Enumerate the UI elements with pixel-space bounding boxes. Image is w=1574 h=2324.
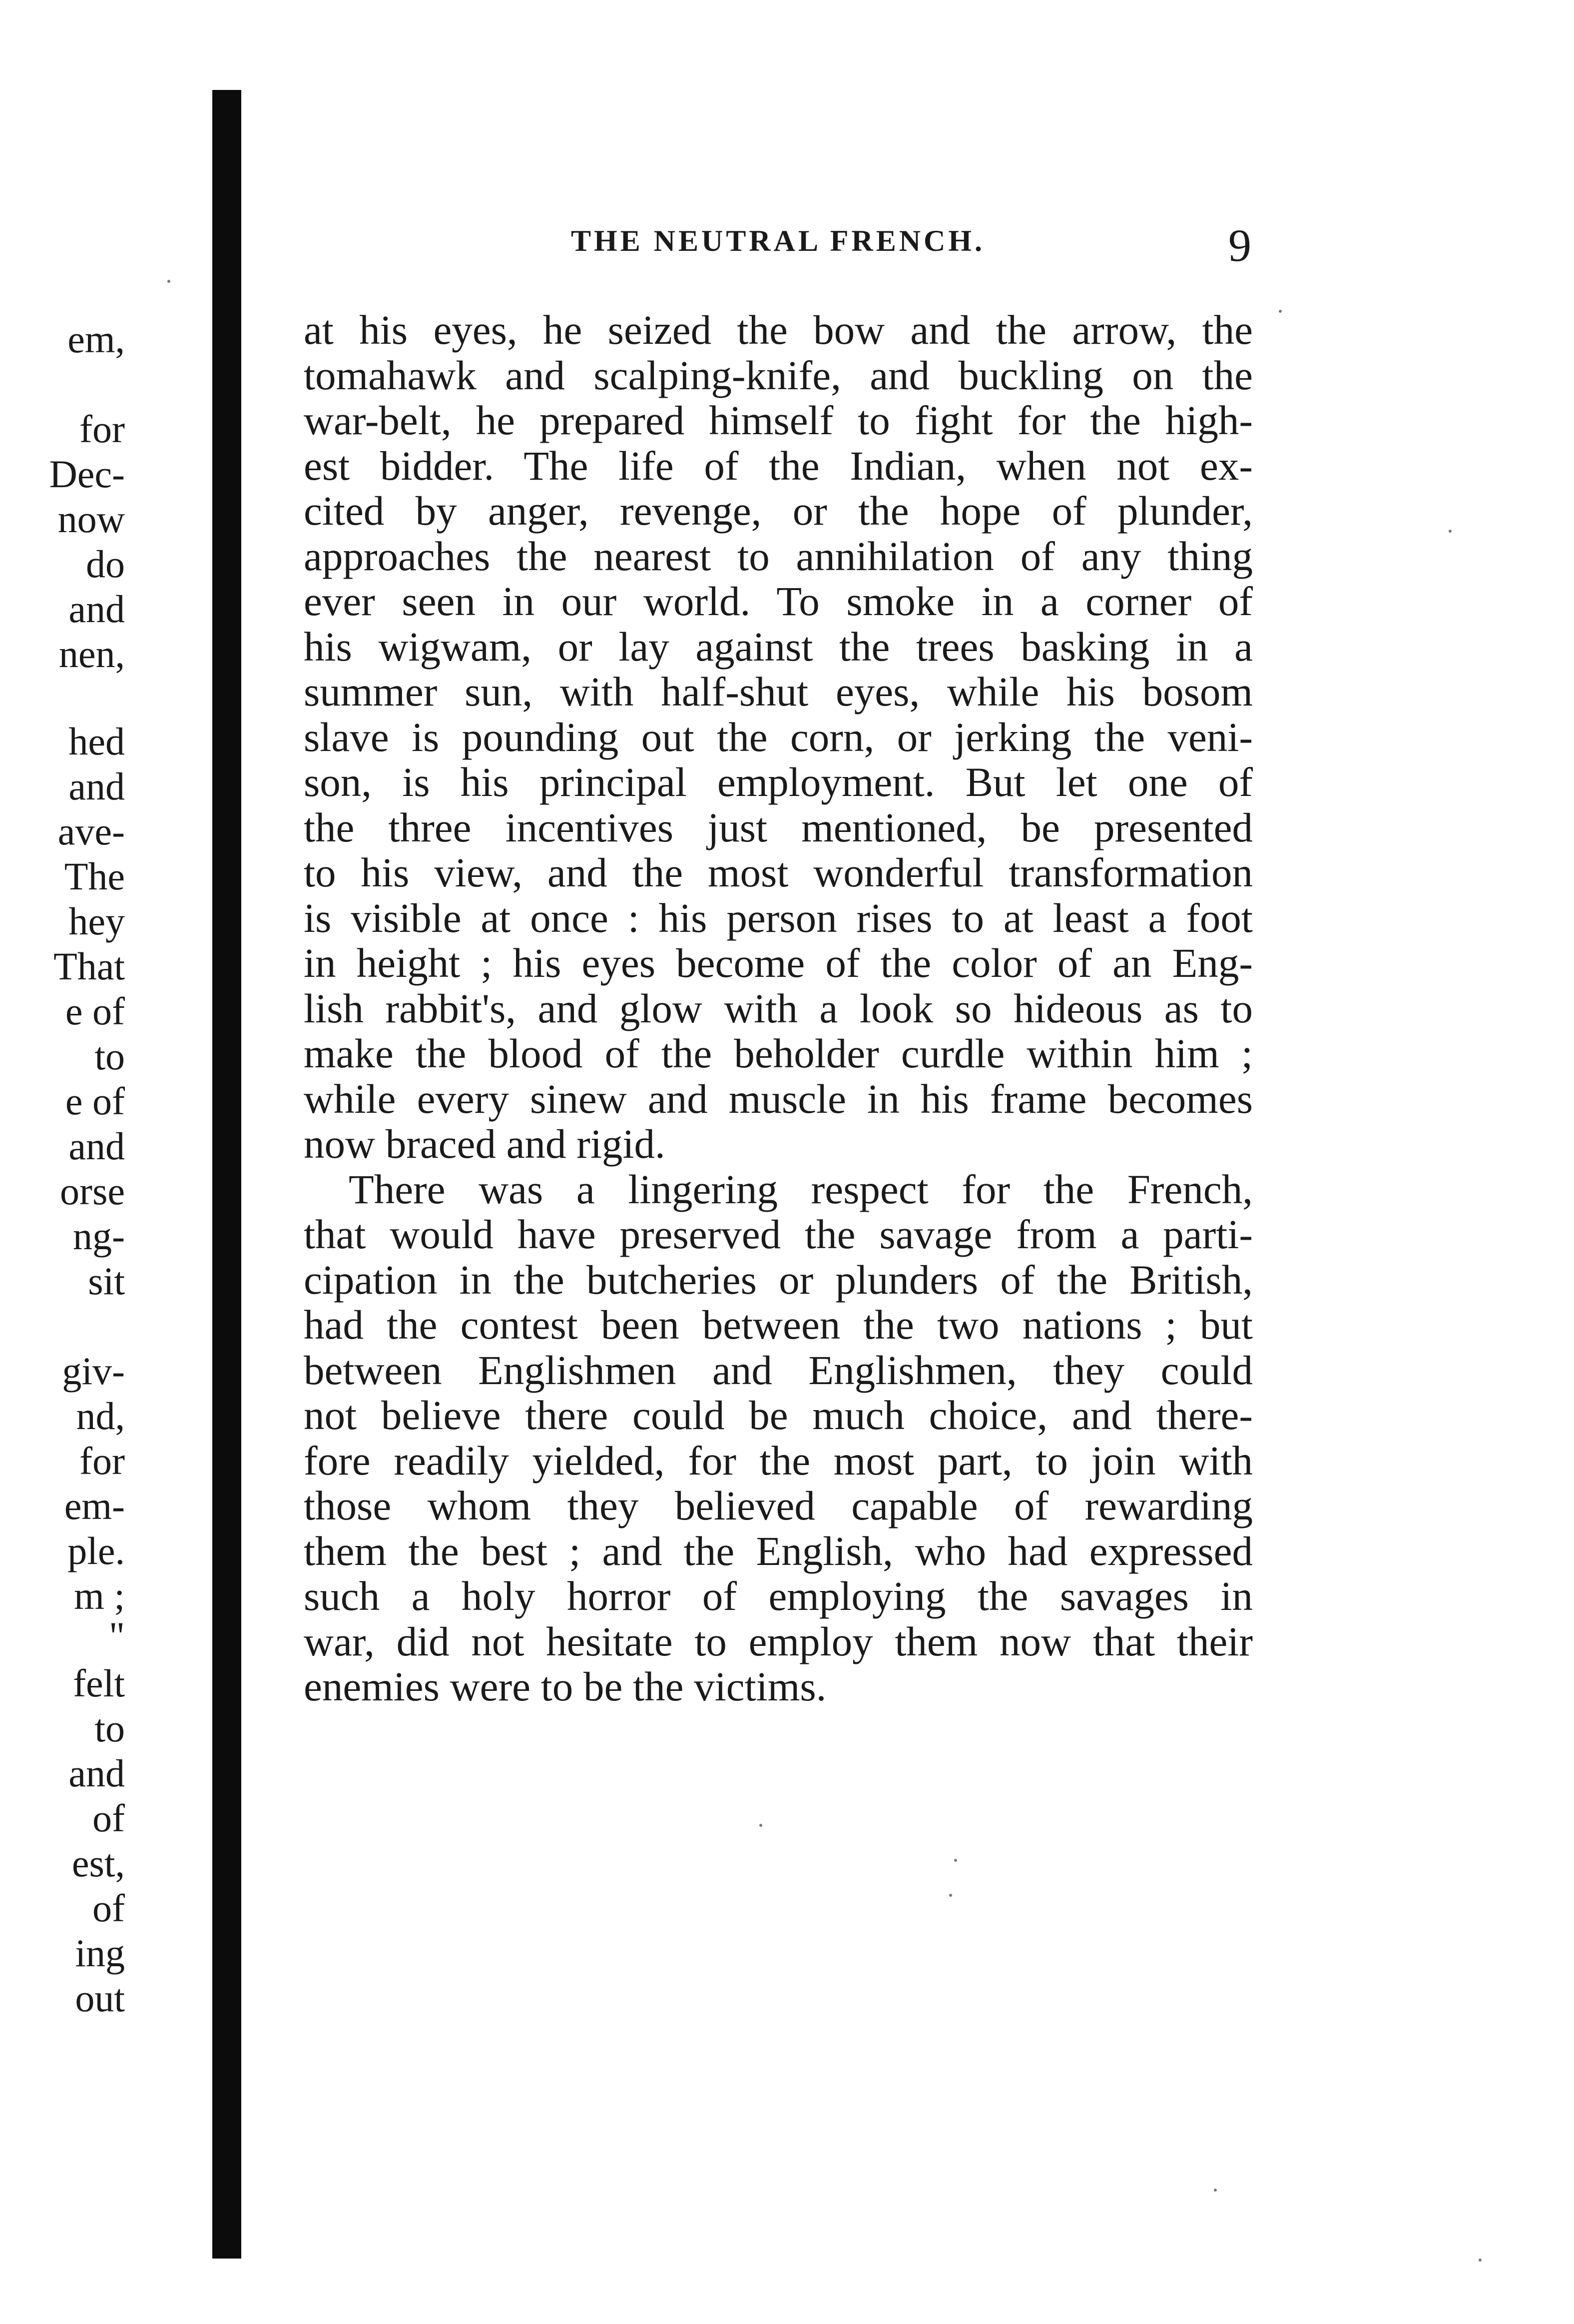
left-fragment: " <box>109 1614 125 1657</box>
left-fragment: e of <box>65 1079 125 1123</box>
text-line: to his view, and the most wonderful transformation <box>304 849 1253 895</box>
text-line: There was a lingering respect for the French, <box>349 1166 1253 1212</box>
left-fragment: ng- <box>73 1214 125 1258</box>
text-line: approaches the nearest to annihilation of any thing <box>304 533 1253 579</box>
paper-speck <box>949 1894 952 1897</box>
left-fragment: for <box>79 1439 125 1483</box>
left-fragment: felt <box>73 1661 125 1705</box>
left-fragment: and <box>68 1124 125 1168</box>
text-line: enemies were to be the victims. <box>304 1663 827 1709</box>
left-page-fragments <box>0 0 185 2324</box>
text-line: not believe there could be much choice, and there- <box>304 1392 1253 1438</box>
paper-speck <box>1479 2259 1482 2262</box>
paper-speck <box>1279 310 1282 313</box>
left-fragment: nd, <box>76 1394 125 1438</box>
text-line: in height ; his eyes become of the color of an Eng- <box>304 940 1253 986</box>
text-line: at his eyes, he seized the bow and the arrow, the <box>304 307 1253 353</box>
paper-speck <box>954 1859 957 1862</box>
text-line: fore readily yielded, for the most part, to join with <box>304 1437 1253 1484</box>
text-line: his wigwam, or lay against the trees basking in a <box>304 623 1253 670</box>
left-fragment: hed <box>68 720 125 763</box>
left-fragment: do <box>86 542 125 586</box>
left-fragment: Dec- <box>49 452 125 496</box>
left-fragment: nen, <box>58 632 125 676</box>
left-fragment: est, <box>71 1841 125 1885</box>
left-fragment: That <box>53 944 125 988</box>
text-line: such a holy horror of employing the savages in <box>304 1573 1253 1619</box>
running-head <box>305 219 1251 271</box>
paper-speck <box>167 280 170 283</box>
left-fragment: of <box>92 1796 125 1840</box>
text-line: lish rabbit's, and glow with a look so hideous as to <box>304 985 1253 1031</box>
left-fragment: for <box>79 407 125 451</box>
body-text <box>304 307 1253 1709</box>
text-line: son, is his principal employment. But let one of <box>304 759 1253 805</box>
text-line: tomahawk and scalping-knife, and buckling on the <box>304 352 1253 398</box>
left-fragment: m ; <box>74 1574 125 1617</box>
text-line: the three incentives just mentioned, be presented <box>304 804 1253 850</box>
text-line: them the best ; and the English, who had expressed <box>304 1528 1253 1574</box>
text-line: those whom they believed capable of rewarding <box>304 1483 1253 1529</box>
text-line: make the blood of the beholder curdle within him ; <box>304 1030 1253 1076</box>
left-fragment: The <box>64 854 125 898</box>
text-line: is visible at once : his person rises to at least a foot <box>304 894 1253 941</box>
paragraph <box>304 1167 1253 1709</box>
paper-speck <box>1214 2189 1217 2192</box>
text-line: ever seen in our world. To smoke in a corner of <box>304 578 1253 624</box>
page-number: 9 <box>1228 220 1251 271</box>
text-line: while every sinew and muscle in his frame becomes <box>304 1075 1253 1122</box>
left-fragment: ing <box>75 1931 125 1975</box>
left-fragment: em, <box>67 317 125 361</box>
left-fragment: e of <box>65 989 125 1033</box>
text-line: est bidder. The life of the Indian, when not ex- <box>304 442 1253 489</box>
text-line: cipation in the butcheries or plunders of the British, <box>304 1256 1253 1303</box>
text-line: cited by anger, revenge, or the hope of plunder, <box>304 488 1253 534</box>
left-fragment: em- <box>64 1484 125 1528</box>
paragraph <box>304 307 1253 1167</box>
text-line: war, did not hesitate to employ them now that their <box>304 1618 1253 1664</box>
binding-gutter <box>212 90 241 2259</box>
left-fragment: of <box>92 1886 125 1930</box>
left-fragment: and <box>68 765 125 808</box>
left-fragment: out <box>75 1976 125 2020</box>
text-line: had the contest been between the two nations ; but <box>304 1302 1253 1348</box>
text-line: now braced and rigid. <box>304 1121 665 1167</box>
left-fragment: orse <box>60 1169 125 1213</box>
paper-speck <box>1449 530 1452 533</box>
running-title: THE NEUTRAL FRENCH. <box>570 224 986 257</box>
left-fragment: to <box>94 1706 125 1750</box>
text-line: that would have preserved the savage from a parti- <box>304 1211 1253 1257</box>
left-fragment: and <box>68 1751 125 1795</box>
left-fragment: sit <box>88 1259 125 1303</box>
left-fragment: and <box>68 587 125 631</box>
text-line: between Englishmen and Englishmen, they could <box>304 1347 1253 1393</box>
left-fragment: ave- <box>57 809 125 853</box>
left-fragment: ple. <box>67 1529 125 1572</box>
left-fragment: giv- <box>62 1349 125 1393</box>
text-line: slave is pounding out the corn, or jerking the veni- <box>304 714 1253 760</box>
paper-speck <box>759 1824 762 1827</box>
text-line: summer sun, with half-shut eyes, while his bosom <box>304 669 1253 715</box>
left-fragment: now <box>57 497 125 541</box>
left-fragment: hey <box>68 899 125 943</box>
left-fragment: to <box>94 1034 125 1078</box>
text-line: war-belt, he prepared himself to fight for the high- <box>304 397 1253 443</box>
